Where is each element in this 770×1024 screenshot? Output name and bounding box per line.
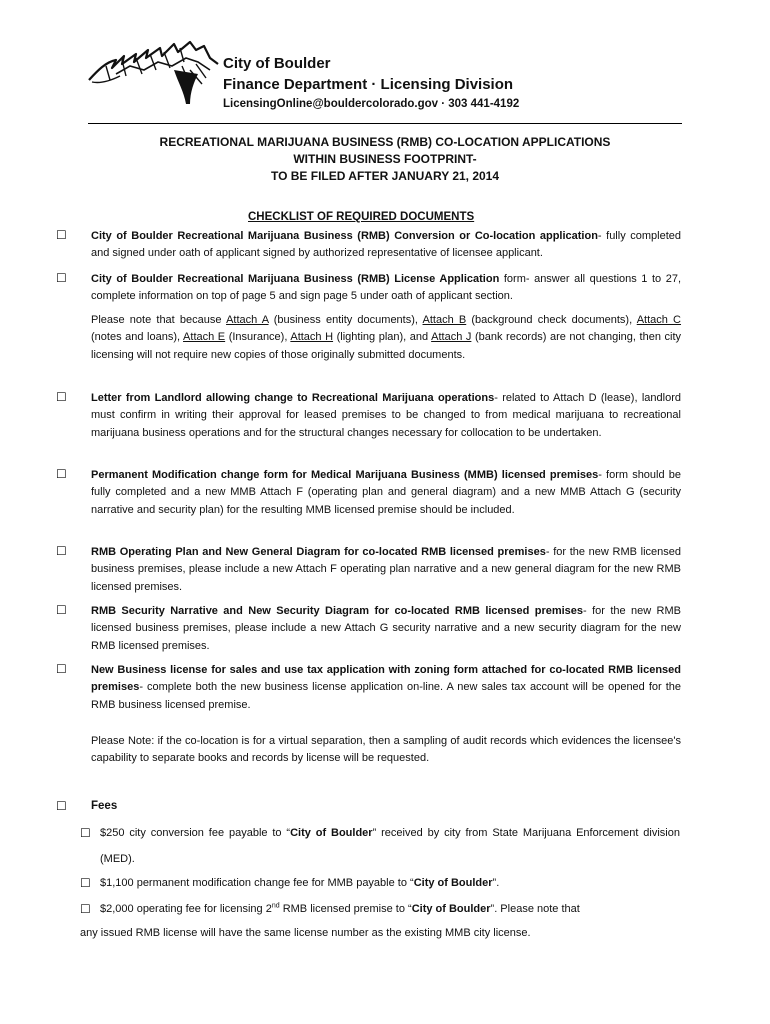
org-name: City of Boulder xyxy=(223,55,331,72)
fee-text: $1,100 permanent modification change fee for MMB payable to “City of Boulder”. xyxy=(100,877,500,889)
document-title xyxy=(60,134,710,185)
checkbox-icon[interactable]: ☐ xyxy=(56,544,67,558)
checkbox-icon[interactable]: ☐ xyxy=(56,467,67,481)
checkbox-icon[interactable]: ☐ xyxy=(56,228,67,242)
checkbox-icon[interactable]: ☐ xyxy=(80,826,91,840)
title-line-2: WITHIN BUSINESS FOOTPRINT- xyxy=(293,152,477,166)
attachments-note: Please note that because Attach A (business entity documents), Attach B (background check documents), Attach C (notes and loans), Attach E (Insurance), Attach H (lighting plan), and Attach J (bank records) are not changing, then city licensing will not require new copies of those originally submitted documents. xyxy=(91,314,682,361)
contact-info: LicensingOnline@bouldercolorado.gov · 303 441-4192 xyxy=(223,98,520,110)
checkbox-icon[interactable]: ☐ xyxy=(56,390,67,404)
organization-block xyxy=(223,54,519,113)
license-number-note: any issued RMB license will have the same license number as the existing MMB city license. xyxy=(80,927,531,939)
checklist-item-text: New Business license for sales and use tax application with zoning form attached for co-located RMB licensed premises- complete both the new business license application on-line. A new sales tax account will be opened for the RMB business licensed premise. xyxy=(91,664,681,711)
header-divider xyxy=(88,123,682,124)
checklist-item-text: RMB Security Narrative and New Security Diagram for co-located RMB licensed premises- for the new RMB licensed business premises, please include a new Attach G security narrative and a new security diagram for the new RMB licensed premises. xyxy=(91,605,681,652)
fee-text: $2,000 operating fee for licensing 2nd RMB licensed premise to “City of Boulder”. Please note that xyxy=(100,902,580,915)
checkbox-icon[interactable]: ☐ xyxy=(56,662,67,676)
checklist-item-text: Permanent Modification change form for Medical Marijuana Business (MMB) licensed premises- form should be fully completed and a new MMB Attach F (operating plan and general diagram) and a new MMB Attach G (security narrative and security plan) for the resulting MMB licensed premise should be included. xyxy=(91,469,681,516)
checkbox-icon[interactable]: ☐ xyxy=(56,271,67,285)
title-line-1: RECREATIONAL MARIJUANA BUSINESS (RMB) CO-LOCATION APPLICATIONS xyxy=(159,135,611,149)
checkbox-icon[interactable]: ☐ xyxy=(56,799,67,813)
fee-text: $250 city conversion fee payable to “City of Boulder” received by city from State Marijuana Enforcement division (MED). xyxy=(100,827,680,865)
checklist-heading: CHECKLIST OF REQUIRED DOCUMENTS xyxy=(248,211,475,223)
checkbox-icon[interactable]: ☐ xyxy=(56,603,67,617)
checkbox-icon[interactable]: ☐ xyxy=(80,876,91,890)
letterhead xyxy=(86,40,686,122)
checklist-item-text: City of Boulder Recreational Marijuana Business (RMB) Conversion or Co-location application- fully completed and signed under oath of applicant signed by authorized representative of licensee applicant. xyxy=(91,230,681,260)
flatirons-mountain-logo-icon xyxy=(86,40,221,110)
department-name: Finance Department · Licensing Division xyxy=(223,76,514,93)
checklist-item-text: City of Boulder Recreational Marijuana Business (RMB) License Application form- answer all questions 1 to 27, complete information on top of page 5 and sign page 5 under oath of applicant section. xyxy=(91,273,681,303)
title-line-3: TO BE FILED AFTER JANUARY 21, 2014 xyxy=(270,169,500,183)
checklist-item-text: RMB Operating Plan and New General Diagram for co-located RMB licensed premises- for the new RMB licensed business premises, please include a new Attach F operating plan narrative and a new general diagram for the new RMB licensed premises. xyxy=(91,546,681,593)
checklist-item-text: Letter from Landlord allowing change to Recreational Marijuana operations- related to Attach D (lease), landlord must confirm in writing their approval for leased premises to be changed to from medical marijuana to recreational marijuana business operations and for the structural changes necessary for collocation to be undertaken. xyxy=(91,392,681,439)
virtual-separation-note: Please Note: if the co-location is for a virtual separation, then a sampling of audit records which evidences the licensee's capability to separate books and records by license will be requested. xyxy=(91,735,681,765)
fees-label: Fees xyxy=(91,800,118,812)
checkbox-icon[interactable]: ☐ xyxy=(80,902,91,916)
